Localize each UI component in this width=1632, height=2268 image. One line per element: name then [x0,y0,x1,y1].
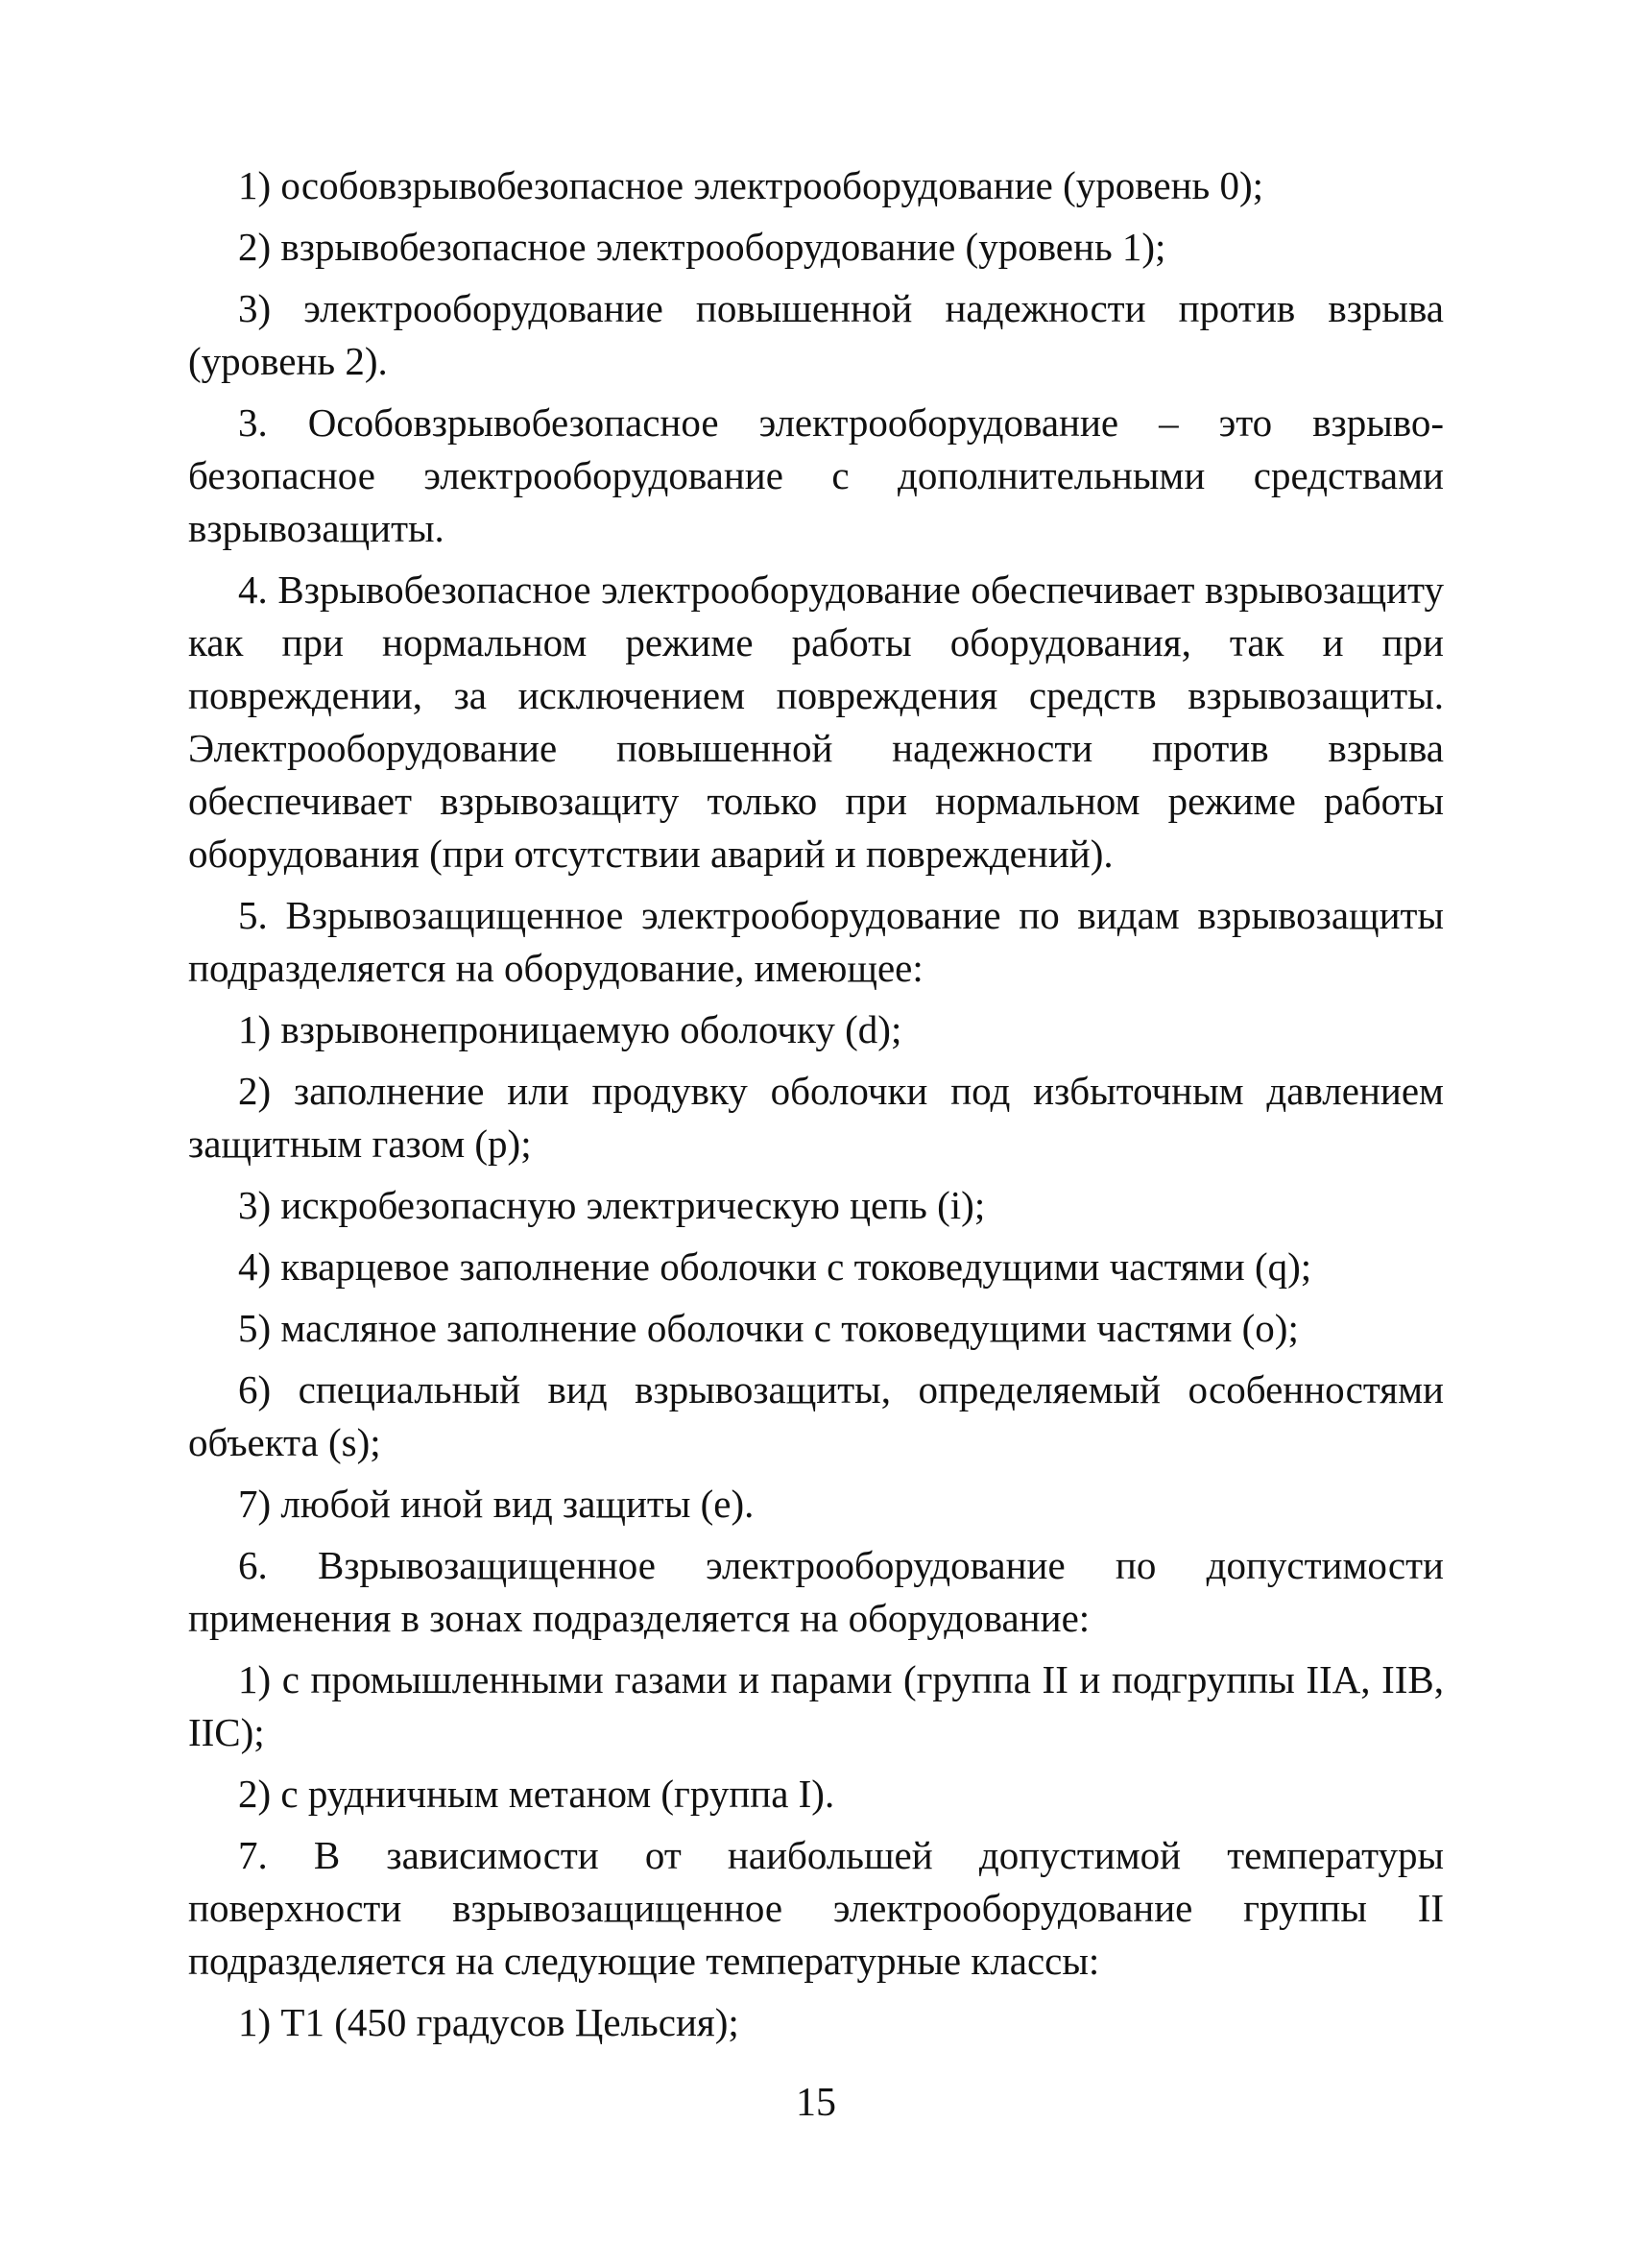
list-item-level-1: 2) взрывобезопасное электрооборудование (уровень 1); [238,225,1166,269]
list-item-protection-o: 5) масляное заполнение оболочки с токоведущими частями (о); [238,1306,1299,1350]
body-text [188,159,1444,2058]
list-item-temperature-t1: 1) Т1 (450 градусов Цельсия); [238,2000,739,2044]
list-item-protection-s: 6) специальный вид взрывозащиты, определяемый особенностями объекта (s); [188,1367,1444,1464]
paragraph-6-zones: 6. Взрывозащищенное электрооборудование по допустимости применения в зонах подразделяется на оборудование: [188,1543,1444,1640]
list-item-protection-q: 4) кварцевое заполнение оболочки с токоведущими частями (q); [238,1244,1312,1289]
paragraph-5-protection-types: 5. Взрывозащищенное электрооборудование по видам взрывозащиты подразделяется на оборудование, имеющее: [188,893,1444,990]
list-item-level-2: 3) электрооборудование повышенной надежности против взрыва (уровень 2). [188,286,1444,383]
list-item-protection-d: 1) взрывонепроницаемую оболочку (d); [238,1007,902,1051]
paragraph-4-explosion-safe: 4. Взрывобезопасное электрооборудование обеспечивает взрывозащиту как при нормальном режиме работы оборудования, так и при повреждении, за исключением повреждения средств взрывозащиты. Электрооборудование повышенной надежности против взрыва обеспечивает взрывозащиту только при нормальном режиме работы оборудования (при отсутствии аварий и повреждений). [188,567,1444,876]
list-item-group-1: 2) с рудничным метаном (группа I). [238,1772,835,1816]
list-item-protection-e: 7) любой иной вид защиты (е). [238,1482,755,1526]
list-item-protection-p: 2) заполнение или продувку оболочки под избыточным давлением защитным газом (р); [188,1069,1444,1166]
list-item-group-2: 1) с промышленными газами и парами (группа II и подгруппы IIA, IIB, IIC); [188,1657,1444,1754]
list-item-protection-i: 3) искробезопасную электрическую цепь (i); [238,1183,986,1227]
paragraph-3-definition: 3. Особовзрывобезопасное электрооборудование – это взрыво-безопасное электрооборудование с дополнительными средствами взрывозащиты. [188,400,1444,550]
page-number: 15 [796,2081,836,2125]
list-item-level-0: 1) особовзрывобезопасное электрооборудование (уровень 0); [238,163,1264,207]
paragraph-7-temperature: 7. В зависимости от наибольшей допустимой температуры поверхности взрывозащищенное электрооборудование группы II подразделяется на следующие температурные классы: [188,1833,1444,1983]
